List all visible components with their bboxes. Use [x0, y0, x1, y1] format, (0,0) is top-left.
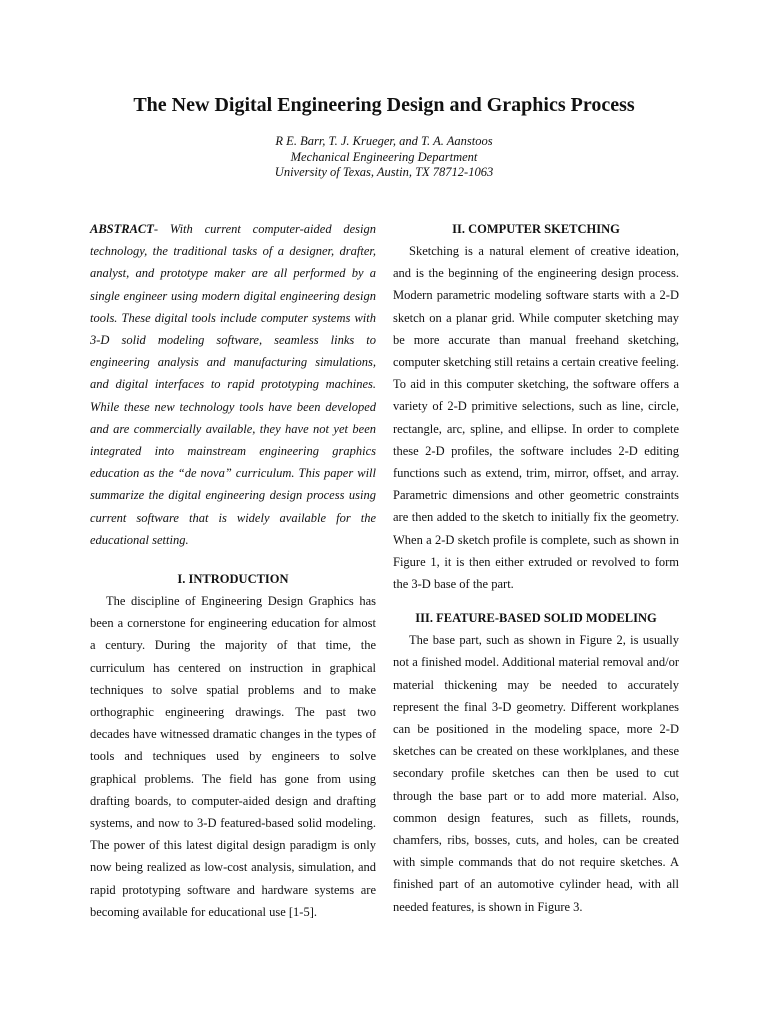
paper-title: The New Digital Engineering Design and Graphics Process	[133, 94, 635, 116]
author-names: R E. Barr, T. J. Krueger, and T. A. Aanstoos	[275, 134, 493, 148]
solid-modeling-body: The base part, such as shown in Figure 2, is usually not a finished model. Additional material removal and/or material thickening may be needed to accurately represent the final 3-D geometry. Different workplanes can be positioned in the modeling space, more 2-D sketches can be created on these worklplanes, and these secondary profile sketches can then be used to cut through the base part or to add more material. Also, common design features, such as fillets, rounds, chamfers, ribs, bosses, cuts, and holes, can be created with simple commands that do not require sketches. A finished part of an automotive cylinder head, with all needed features, is shown in Figure 3.	[393, 633, 679, 914]
author-address: University of Texas, Austin, TX 78712-1063	[274, 165, 494, 179]
abstract-text: - With current computer-aided design technology, the traditional tasks of a designer, drafter, analyst, and prototype maker are all performed by a single engineer using modern digital engineering design tools. These digital tools include computer systems with 3-D solid modeling software, seamless links to engineering analysis and manufacturing simulations, and digital interfaces to rapid prototyping machines. While these new technology tools have been developed and are commercially available, they have not yet been integrated into mainstream engineering graphics education as the “de nova” curriculum. This paper will summarize the digital engineering design process using current software that is widely available for the educational setting.	[90, 222, 376, 547]
right-column	[393, 218, 679, 918]
author-department: Mechanical Engineering Department	[290, 149, 478, 164]
abstract	[90, 218, 376, 551]
abstract-lead: ABSTRACT	[90, 222, 154, 236]
section-heading-introduction: I. INTRODUCTION	[177, 572, 289, 587]
author-block	[0, 134, 768, 181]
left-column	[90, 218, 376, 923]
section-heading-computer-sketching: II. COMPUTER SKETCHING	[452, 222, 620, 236]
computer-sketching-body: Sketching is a natural element of creative ideation, and is the beginning of the engineering design process. Modern parametric modeling software starts with a 2-D sketch on a planar grid. While computer sketching may be more accurate than manual freehand sketching, computer sketching still retains a certain creative feeling. To aid in this computer sketching, the software offers a variety of 2-D primitive selections, such as line, circle, rectangle, arc, spline, and ellipse. In order to complete these 2-D profiles, the software includes 2-D editing functions such as extend, trim, mirror, offset, and array. Parametric dimensions and other geometric constraints are then added to the sketch to initially fix the geometry. When a 2-D sketch profile is complete, such as shown in Figure 1, it is then either extruded or revolved to form the 3-D base of the part.	[393, 244, 679, 592]
section-heading-solid-modeling: III. FEATURE-BASED SOLID MODELING	[415, 611, 657, 626]
introduction-body: The discipline of Engineering Design Graphics has been a cornerstone for engineering education for almost a century. During the majority of that time, the curriculum has centered on instruction in graphical techniques to solve spatial problems and to make orthographic engineering drawings. The past two decades have witnessed dramatic changes in the types of tools and techniques used by engineers to solve graphical problems. The field has gone from using drafting boards, to computer-aided design and drafting systems, and now to 3-D featured-based solid modeling. The power of this latest digital design paradigm is only now being realized as low-cost analysis, simulation, and rapid prototyping software and hardware systems are becoming available for educational use [1-5].	[90, 594, 376, 919]
